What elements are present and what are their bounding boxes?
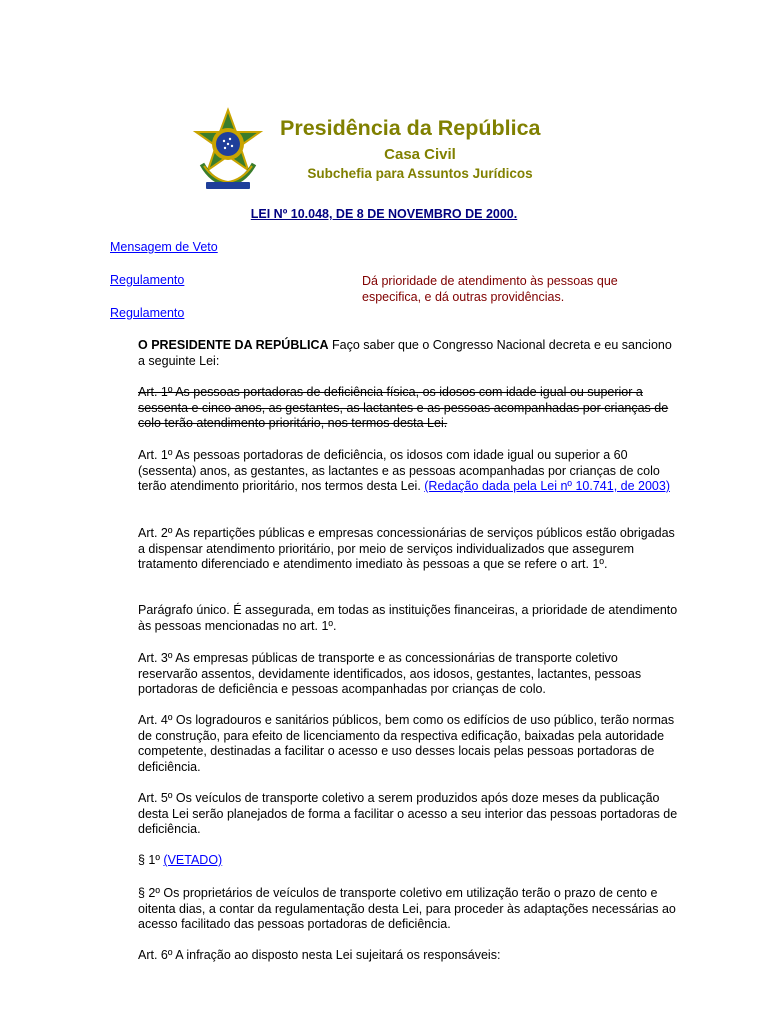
preamble-president: O PRESIDENTE DA REPÚBLICA <box>138 338 329 352</box>
art1-amendment-link[interactable]: (Redação dada pela Lei nº 10.741, de 2003) <box>424 479 670 493</box>
art1 <box>110 448 678 495</box>
art4: Art. 4º Os logradouros e sanitários públicos, bem como os edifícios de uso público, terão normas de construção, para efeito de licenciamento da respectiva edificação, baixadas pela autoridade competente, destinadas a facilitar o acesso e uso desses locais pelas pessoas portadoras de deficiência. <box>138 713 675 774</box>
subtitle-casa-civil: Casa Civil <box>384 146 456 163</box>
art2-sole-paragraph: Parágrafo único. É assegurada, em todas as instituições financeiras, a prioridade de atendimento às pessoas mencionadas no art. 1º. <box>138 603 678 633</box>
preamble <box>110 338 678 369</box>
art5-paragraph-2: § 2º Os proprietários de veículos de transporte coletivo em utilização terão o prazo de cento e oitenta dias, a contar da regulamentação desta Lei, para proceder às adaptações necessárias ao acesso facilitado das pessoas portadoras de deficiência. <box>138 886 676 931</box>
page-title: Presidência da República <box>280 116 541 140</box>
art5-paragraph-1 <box>110 853 678 869</box>
law-summary: Dá prioridade de atendimento às pessoas que especifica, e dá outras providências. <box>362 274 618 304</box>
regulamento-link-1[interactable]: Regulamento <box>110 273 185 287</box>
regulamento-link-2[interactable]: Regulamento <box>110 306 185 320</box>
art1-revoked: Art. 1º As pessoas portadoras de deficiência física, os idosos com idade igual ou superior a sessenta e cinco anos, as gestantes, as lactantes e as pessoas acompanhadas por crianças de colo terão atendimento prioritário, nos termos desta Lei. <box>138 385 669 430</box>
art5: Art. 5º Os veículos de transporte coletivo a serem produzidos após doze meses da publicação desta Lei serão planejados de forma a facilitar o acesso a seu interior das pessoas portadoras de deficiência. <box>138 791 678 836</box>
art6: Art. 6º A infração ao disposto nesta Lei sujeitará os responsáveis: <box>138 948 501 962</box>
subtitle-subchefia: Subchefia para Assuntos Jurídicos <box>307 166 533 181</box>
vetado-link[interactable]: (VETADO) <box>163 853 223 867</box>
veto-message-link[interactable]: Mensagem de Veto <box>110 240 218 254</box>
law-title: LEI Nº 10.048, DE 8 DE NOVEMBRO DE 2000. <box>250 207 518 221</box>
preamble-text: Faço saber que o Congresso Nacional decreta e eu sanciono a seguinte Lei: <box>138 338 672 368</box>
par1-prefix: § 1º <box>138 853 164 867</box>
page-header <box>192 106 572 196</box>
art2: Art. 2º As repartições públicas e empresas concessionárias de serviços públicos estão obrigadas a dispensar atendimento prioritário, por meio de serviços individualizados que assegurem tratamento diferenciado e atendimento imediato às pessoas a que se refere o art. 1º. <box>138 526 675 571</box>
art3: Art. 3º As empresas públicas de transporte e as concessionárias de transporte coletivo reservarão assentos, devidamente identificados, aos idosos, gestantes, lactantes, pessoas portadoras de deficiência e pessoas acompanhadas por crianças de colo. <box>138 651 642 696</box>
art1-text: Art. 1º As pessoas portadoras de deficiência, os idosos com idade igual ou superior a 60 (sessenta) anos, as gestantes, as lactantes e as pessoas acompanhadas por crianças de colo terão atendimento prioritário, nos termos desta Lei. <box>138 448 660 493</box>
